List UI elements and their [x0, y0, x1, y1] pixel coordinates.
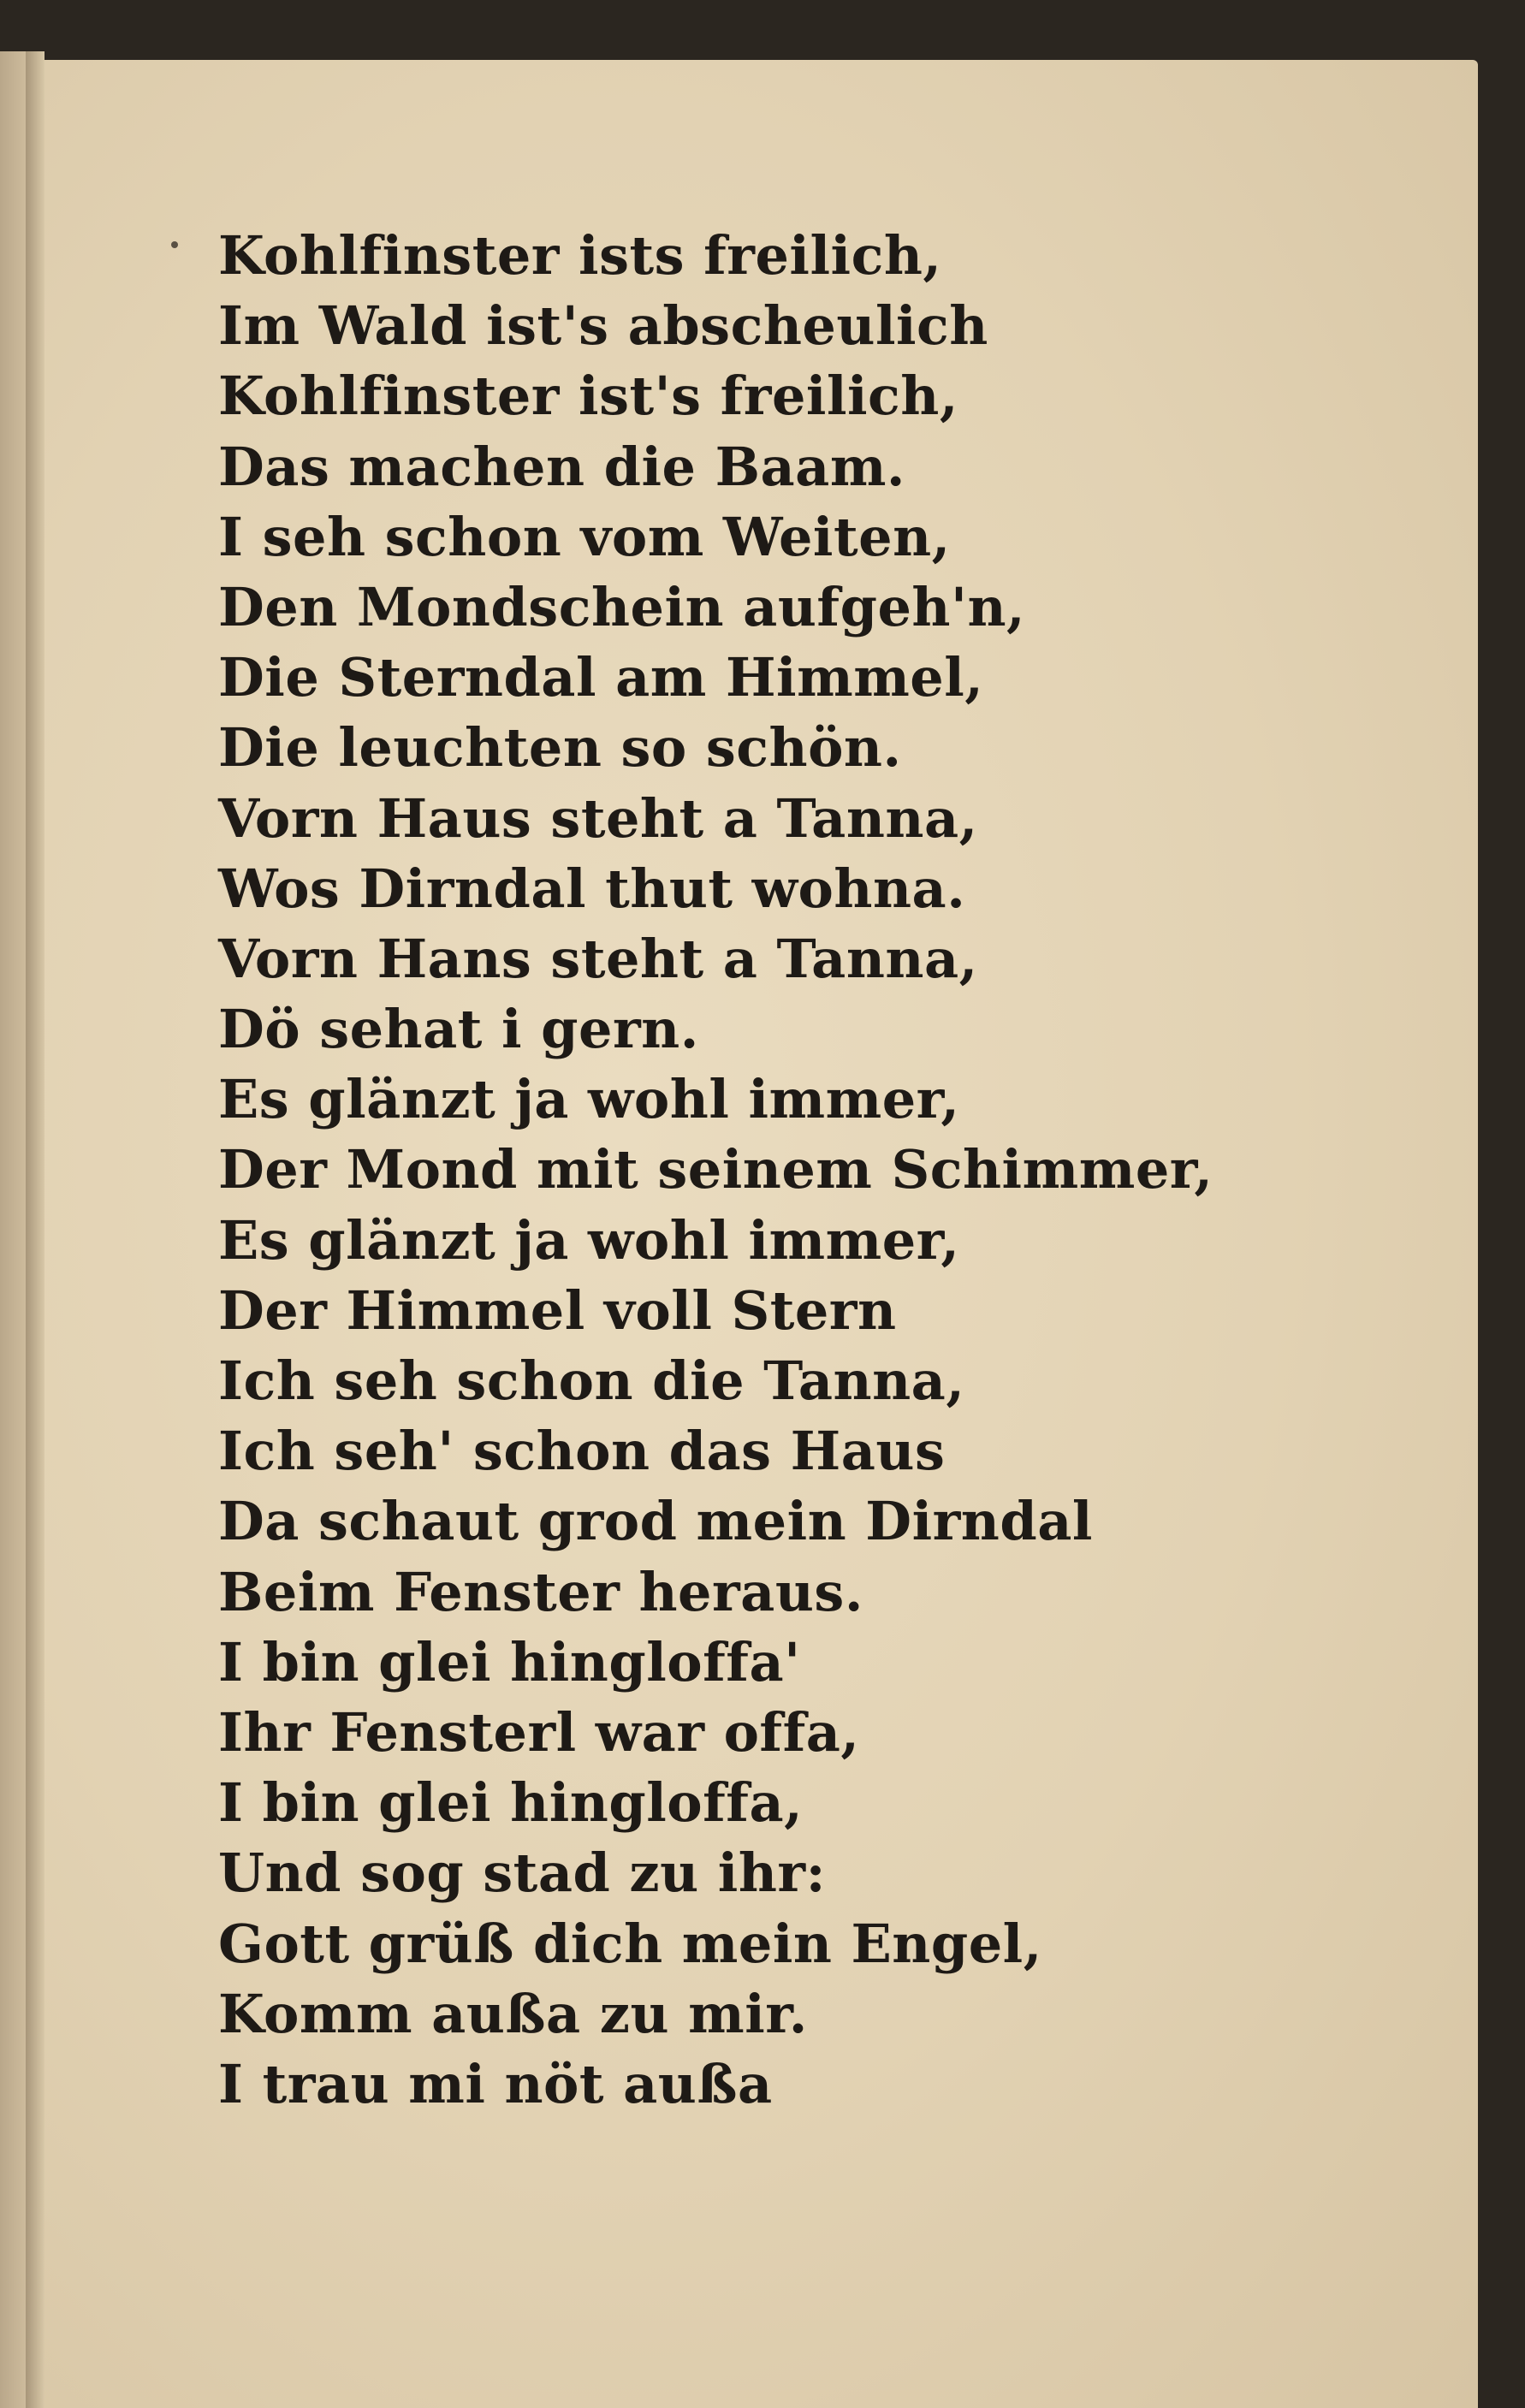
facing-page-edge	[0, 51, 26, 2408]
paper-speck	[171, 241, 178, 248]
poem-line: I seh schon vom Weiten,	[218, 505, 951, 568]
poem-line: Ich seh' schon das Haus	[218, 1420, 946, 1483]
poem-line: Im Wald ist's abscheulich	[218, 294, 988, 358]
poem-line: Dö sehat i gern.	[218, 998, 699, 1061]
poem-line: Vorn Hans steht a Tanna,	[218, 927, 978, 990]
poem-line: Kohlfinster ist's freilich,	[218, 365, 958, 428]
book-gutter	[26, 51, 45, 2408]
poem-line: Die Sterndal am Himmel,	[218, 646, 984, 709]
poem-line: Kohlfinster ists freilich,	[218, 224, 942, 287]
poem-line: Wos Dirndal thut wohna.	[218, 857, 966, 920]
poem-line: Gott grüß dich mein Engel,	[218, 1912, 1042, 1975]
poem-line: Beim Fenster heraus.	[218, 1560, 863, 1623]
poem-line: Komm außa zu mir.	[218, 1982, 808, 2045]
poem-text	[218, 221, 1213, 2120]
poem-line: Ihr Fensterl war offa,	[218, 1700, 860, 1764]
poem-line: Der Mond mit seinem Schimmer,	[218, 1138, 1213, 1201]
poem-line: Das machen die Baam.	[218, 435, 906, 498]
poem-line: I trau mi nöt außa	[218, 2052, 773, 2115]
poem-line: Und sog stad zu ihr:	[218, 1842, 826, 1905]
poem-line: Da schaut grod mein Dirndal	[218, 1490, 1093, 1553]
poem-line: Es glänzt ja wohl immer,	[218, 1208, 960, 1272]
poem-line: Vorn Haus steht a Tanna,	[218, 786, 978, 850]
poem-line: Es glänzt ja wohl immer,	[218, 1068, 960, 1131]
poem-line: Die leuchten so schön.	[218, 716, 902, 780]
poem-line: Der Himmel voll Stern	[218, 1278, 897, 1342]
poem-line: I bin glei hingloffa'	[218, 1630, 801, 1693]
poem-line: Den Mondschein aufgeh'n,	[218, 575, 1026, 638]
poem-line: Ich seh schon die Tanna,	[218, 1349, 965, 1412]
poem-line: I bin glei hingloffa,	[218, 1771, 804, 1835]
